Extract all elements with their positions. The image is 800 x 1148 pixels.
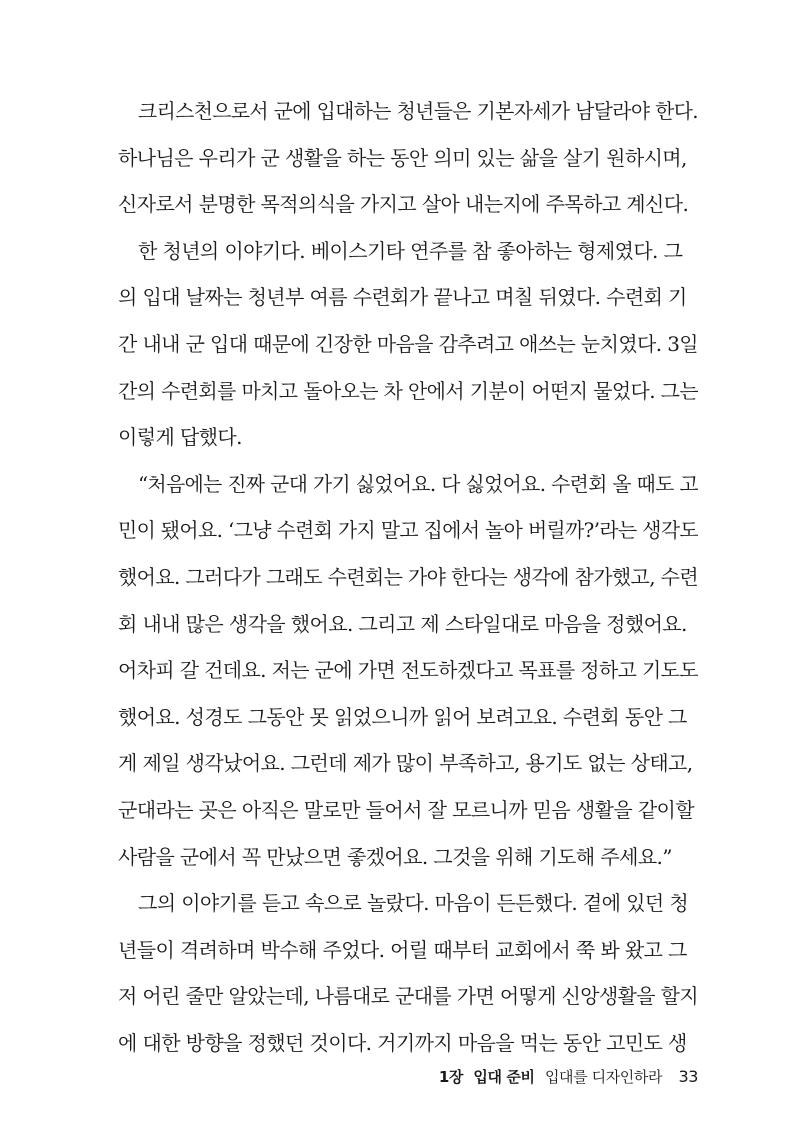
running-footer bbox=[439, 1064, 698, 1090]
text-line: 민이 됐어요. ‘그냥 수련회 가지 말고 집에서 놀아 버릴까?’라는 생각도 bbox=[118, 518, 698, 543]
text-line: 그의 이야기를 듣고 속으로 놀랐다. 마음이 든든했다. 곁에 있던 청 bbox=[138, 891, 689, 916]
text-line: 한 청년의 이야기다. 베이스기타 연주를 참 좋아하는 형제였다. 그 bbox=[138, 238, 683, 263]
text-line: 이렇게 답했다. bbox=[118, 425, 242, 450]
page-number: 33 bbox=[678, 1067, 698, 1086]
text-line: 저 어린 줄만 알았는데, 나름대로 군대를 가면 어떻게 신앙생활을 할지 bbox=[118, 984, 698, 1009]
text-line: 군대라는 곳은 아직은 말로만 들어서 잘 모르니까 믿음 생활을 같이할 bbox=[118, 797, 694, 822]
body-text bbox=[118, 88, 698, 1066]
text-line: 어차피 갈 건데요. 저는 군에 가면 전도하겠다고 목표를 정하고 기도도 bbox=[118, 658, 698, 683]
section-label: 입대 준비 bbox=[473, 1068, 535, 1086]
text-line: 회 내내 많은 생각을 했어요. 그리고 제 스타일대로 마음을 정했어요. bbox=[118, 611, 687, 636]
text-line: 사람을 군에서 꼭 만났으면 좋겠어요. 그것을 위해 기도해 주세요.” bbox=[118, 844, 672, 869]
text-line: 간 내내 군 입대 때문에 긴장한 마음을 감추려고 애쓰는 눈치였다. 3일 bbox=[118, 331, 698, 356]
text-line: 의 입대 날짜는 청년부 여름 수련회가 끝나고 며칠 뒤였다. 수련회 기 bbox=[118, 285, 687, 310]
text-line: 간의 수련회를 마치고 돌아오는 차 안에서 기분이 어떤지 물었다. 그는 bbox=[118, 378, 698, 403]
chapter-label: 1장 bbox=[438, 1068, 464, 1086]
text-line: “처음에는 진짜 군대 가기 싫었어요. 다 싫었어요. 수련회 올 때도 고 bbox=[138, 471, 698, 496]
text-line: 했어요. 그러다가 그래도 수련회는 가야 한다는 생각에 참가했고, 수련 bbox=[118, 564, 698, 589]
chapter-subtitle: 입대를 디자인하라 bbox=[544, 1068, 663, 1086]
text-line: 하나님은 우리가 군 생활을 하는 동안 의미 있는 삶을 살기 원하시며, bbox=[118, 145, 687, 170]
text-line: 게 제일 생각났어요. 그런데 제가 많이 부족하고, 용기도 없는 상태고, bbox=[118, 751, 693, 776]
text-line: 크리스천으로서 군에 입대하는 청년들은 기본자세가 남달라야 한다. bbox=[138, 99, 698, 123]
text-line: 년들이 격려하며 박수해 주었다. 어릴 때부터 교회에서 쭉 봐 왔고 그 bbox=[118, 937, 687, 962]
text-line: 신자로서 분명한 목적의식을 가지고 살아 내는지에 주목하고 계신다. bbox=[118, 192, 689, 217]
text-line: 에 대한 방향을 정했던 것이다. 거기까지 마음을 먹는 동안 고민도 생 bbox=[118, 1030, 687, 1055]
text-line: 했어요. 성경도 그동안 못 읽었으니까 읽어 보려고요. 수련회 동안 그 bbox=[118, 704, 687, 729]
